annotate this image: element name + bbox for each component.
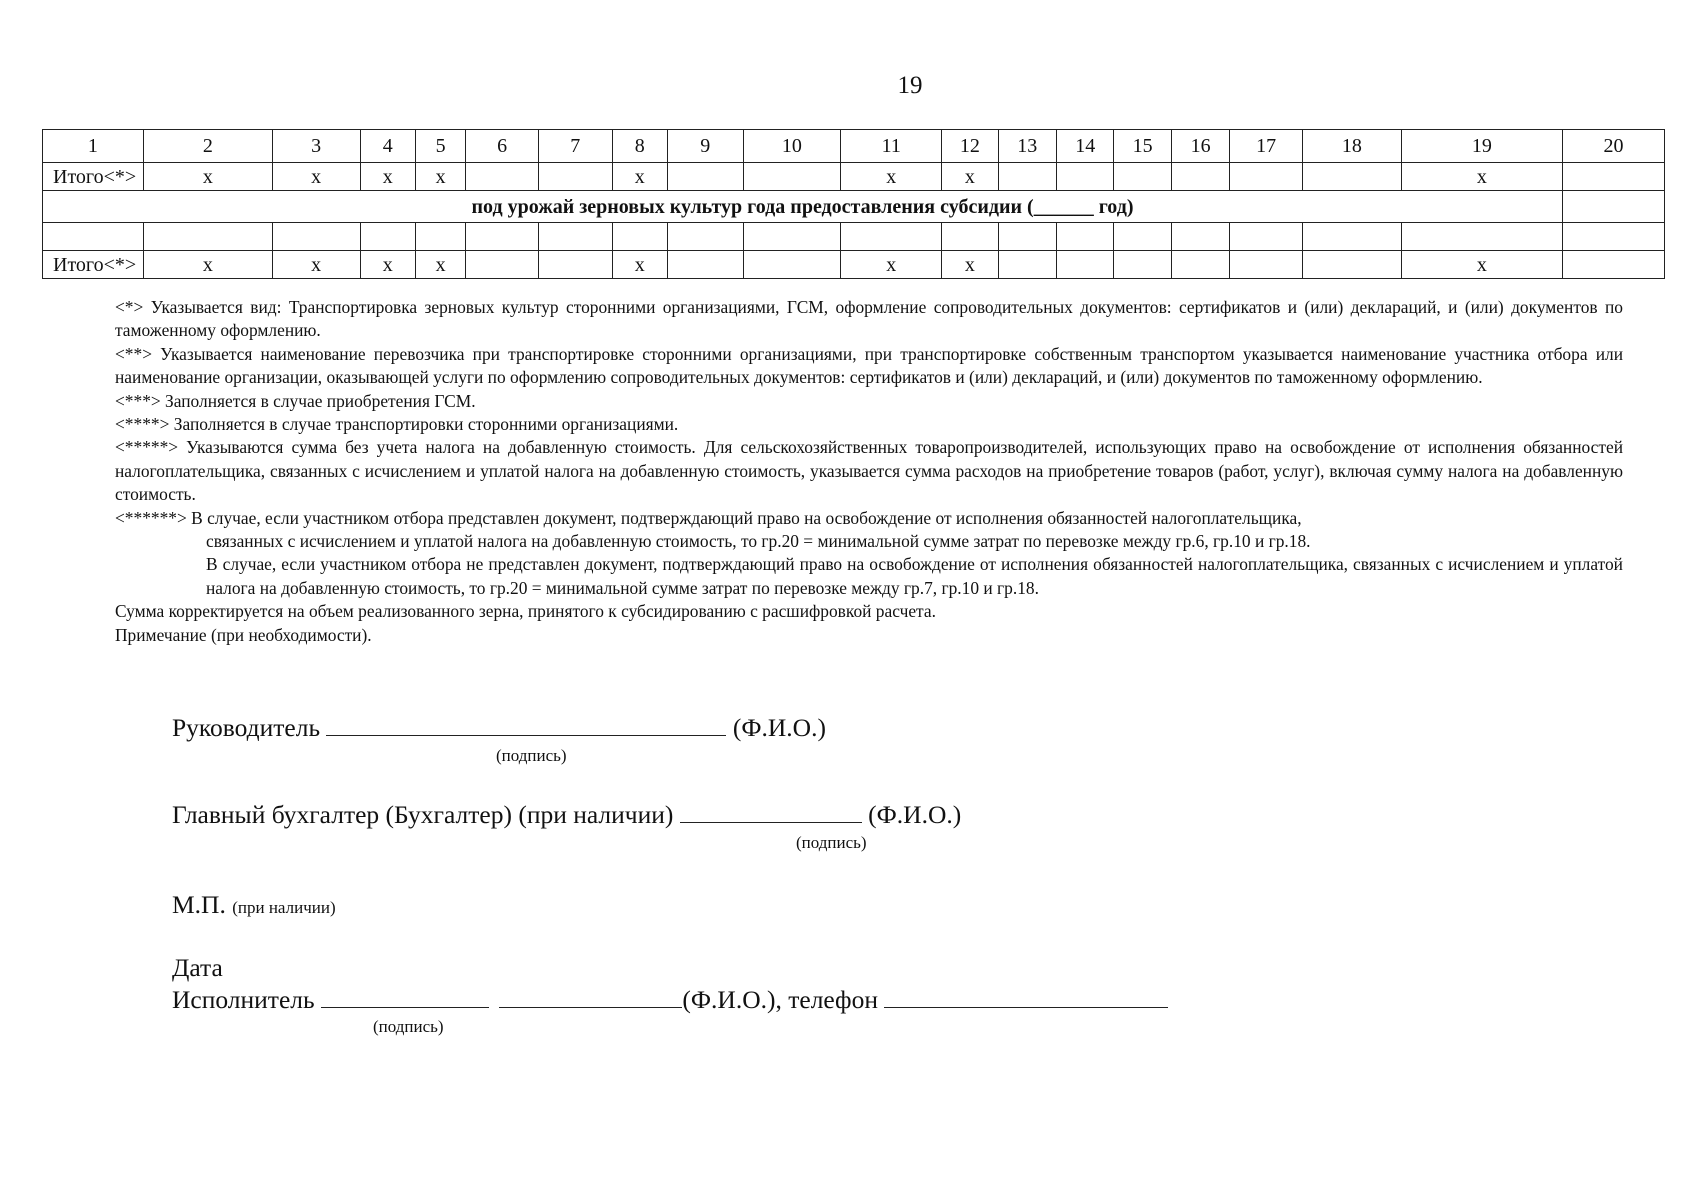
table-header-row-cell-14: 14	[1057, 130, 1114, 163]
table-total-row-2-cell-9	[667, 251, 743, 279]
table-header-row-cell-17: 17	[1230, 130, 1303, 163]
table-total-row-2-cell-12: х	[942, 251, 998, 279]
table-header-row-cell-12: 12	[942, 130, 998, 163]
chief-accountant-fio: (Ф.И.О.)	[868, 800, 962, 829]
footnote-3: <***> Заполняется в случае приобретения ГСМ.	[115, 390, 476, 411]
table-header-row-cell-7: 7	[538, 130, 612, 163]
table-total-row-2-cell-16	[1171, 251, 1229, 279]
table-header-row-cell-13: 13	[998, 130, 1056, 163]
correction-note: Сумма корректируется на объем реализованного зерна, принятого к субсидированию с расшифровкой расчета.	[115, 601, 936, 622]
table-header-row-cell-8: 8	[612, 130, 667, 163]
footnote-6-alt: В случае, если участником отбора не представлен документ, подтверждающий право на освобождение от исполнения обязанностей налогоплательщика, связанных с исчислением и уплатой налога на добавленную стоимость, то гр.20 = минимальной сумме затрат по перевозке между гр.7, гр.10 и гр.18.	[206, 554, 1623, 598]
chief-accountant-signature-hint: (подпись)	[796, 833, 867, 852]
executor-fio-field[interactable]	[499, 985, 682, 1008]
table-total-row-1-cell-7	[538, 163, 612, 191]
table-total-row-1-cell-11: х	[841, 163, 942, 191]
table-empty-row-cell-15	[1114, 223, 1171, 251]
table-empty-row-cell-2	[143, 223, 272, 251]
executor-signature-field[interactable]	[321, 985, 489, 1008]
footnote-6-cont: связанных с исчислением и уплатой налога на добавленную стоимость, то гр.20 = минимальной сумме затрат по перевозке между гр.6, гр.10 и гр.18.	[206, 531, 1311, 552]
table-empty-row-cell-18	[1302, 223, 1401, 251]
head-signature-field[interactable]	[326, 713, 726, 736]
table-total-row-1-cell-5: х	[415, 163, 465, 191]
table-header-row-cell-11: 11	[841, 130, 942, 163]
footnote-4: <****> Заполняется в случае транспортировки сторонними организациями.	[115, 414, 679, 435]
footnotes	[115, 296, 1623, 647]
table-total-row-2-cell-14	[1057, 251, 1114, 279]
table-total-row-2-cell-4: х	[360, 251, 415, 279]
table-total-row-2-cell-1: Итого<*>	[43, 251, 144, 279]
table-empty-row-cell-11	[841, 223, 942, 251]
table-header-row-cell-20: 20	[1563, 130, 1665, 163]
table-total-row-2-cell-3: х	[272, 251, 360, 279]
table-total-row-2-cell-8: х	[612, 251, 667, 279]
table-header-row-cell-2: 2	[143, 130, 272, 163]
stamp-line	[172, 890, 336, 920]
table-empty-row-cell-12	[942, 223, 998, 251]
table-empty-row	[43, 223, 1665, 251]
table-total-row-2-cell-15	[1114, 251, 1171, 279]
table-header-row-cell-3: 3	[272, 130, 360, 163]
table-total-row-2-cell-20	[1563, 251, 1665, 279]
chief-accountant-label: Главный бухгалтер (Бухгалтер) (при наличии)	[172, 800, 674, 829]
table-total-row-1-cell-3: х	[272, 163, 360, 191]
table-total-row-1-cell-9	[667, 163, 743, 191]
table-total-row-1-cell-17	[1230, 163, 1303, 191]
table-header-row-cell-9: 9	[667, 130, 743, 163]
table-total-row-2-cell-13	[998, 251, 1056, 279]
table-header-row-cell-19: 19	[1401, 130, 1562, 163]
table-total-row-1-cell-16	[1171, 163, 1229, 191]
table-empty-row-cell-1	[43, 223, 144, 251]
table-header-row	[43, 130, 1665, 163]
head-signature-line	[172, 713, 826, 743]
table-total-row-1	[43, 163, 1665, 191]
stamp-label: М.П.	[172, 890, 226, 919]
table-header-row-cell-15: 15	[1114, 130, 1171, 163]
table-total-row-1-cell-20	[1563, 163, 1665, 191]
footnote-2: <**> Указывается наименование перевозчика при транспортировке сторонними организациями, при транспортировке собственным транспортом указывается наименование участника отбора или наименование организации, оказывающей услуги по оформлению сопроводительных документов: сертификатов и (или) деклараций, и (или) документов по таможенному оформлению.	[115, 343, 1623, 388]
table-header-row-cell-6: 6	[466, 130, 539, 163]
table-section-row	[43, 191, 1665, 223]
table-total-row-1-cell-14	[1057, 163, 1114, 191]
table-total-row-1-cell-4: х	[360, 163, 415, 191]
table-total-row-1-cell-13	[998, 163, 1056, 191]
table-total-row-2-cell-7	[538, 251, 612, 279]
table-empty-row-cell-16	[1171, 223, 1229, 251]
head-signature-hint: (подпись)	[496, 746, 567, 765]
table-empty-row-cell-5	[415, 223, 465, 251]
table-total-row-2-cell-11: х	[841, 251, 942, 279]
table-total-row-1-cell-15	[1114, 163, 1171, 191]
table-empty-row-cell-19	[1401, 223, 1562, 251]
head-fio: (Ф.И.О.)	[732, 713, 826, 742]
table-empty-row-cell-10	[743, 223, 841, 251]
table-total-row-1-cell-12: х	[942, 163, 998, 191]
table-total-row-1-cell-10	[743, 163, 841, 191]
table-header-row-cell-4: 4	[360, 130, 415, 163]
table-section-title: под урожай зерновых культур года предоставления субсидии (______ год)	[43, 191, 1563, 223]
table-total-row-1-cell-18	[1302, 163, 1401, 191]
table-empty-row-cell-14	[1057, 223, 1114, 251]
table-total-row-2-cell-6	[466, 251, 539, 279]
table-empty-row-cell-7	[538, 223, 612, 251]
table-empty-row-cell-4	[360, 223, 415, 251]
table-total-row-1-cell-1: Итого<*>	[43, 163, 144, 191]
table-header-row-cell-1: 1	[43, 130, 144, 163]
table-total-row-1-cell-19: х	[1401, 163, 1562, 191]
executor-signature-hint: (подпись)	[373, 1017, 444, 1036]
executor-label: Исполнитель	[172, 985, 315, 1014]
date-label: Дата	[172, 953, 223, 982]
page-number: 19	[897, 72, 923, 99]
table-empty-row-cell-20	[1563, 223, 1665, 251]
footnote-6: <******> В случае, если участником отбора представлен документ, подтверждающий право на освобождение от исполнения обязанностей налогоплательщика,	[115, 507, 1302, 528]
table-header-row-cell-10: 10	[743, 130, 841, 163]
head-label: Руководитель	[172, 713, 321, 742]
chief-accountant-signature-field[interactable]	[680, 800, 862, 823]
table-total-row-2-cell-10	[743, 251, 841, 279]
table-total-row-1-cell-2: х	[143, 163, 272, 191]
table-section-cell-20	[1563, 191, 1665, 223]
table-empty-row-cell-8	[612, 223, 667, 251]
table-total-row-2-cell-17	[1230, 251, 1303, 279]
table-total-row-2-cell-18	[1302, 251, 1401, 279]
table-header-row-cell-16: 16	[1171, 130, 1229, 163]
table-header-row-cell-18: 18	[1302, 130, 1401, 163]
table-empty-row-cell-9	[667, 223, 743, 251]
table-empty-row-cell-6	[466, 223, 539, 251]
table-empty-row-cell-13	[998, 223, 1056, 251]
table-total-row-1-cell-8: х	[612, 163, 667, 191]
table-total-row-2-cell-2: х	[143, 251, 272, 279]
table-total-row-2	[43, 251, 1665, 279]
executor-fio-phone-label: (Ф.И.О.), телефон	[682, 985, 878, 1014]
table-empty-row-cell-17	[1230, 223, 1303, 251]
table-empty-row-cell-3	[272, 223, 360, 251]
table-total-row-1-cell-6	[466, 163, 539, 191]
table-total-row-2-cell-19: х	[1401, 251, 1562, 279]
executor-phone-field[interactable]	[884, 985, 1168, 1008]
remark-note: Примечание (при необходимости).	[115, 624, 372, 645]
chief-accountant-signature-line	[172, 800, 961, 830]
table-header-row-cell-5: 5	[415, 130, 465, 163]
footnote-5: <*****> Указываются сумма без учета налога на добавленную стоимость. Для сельскохозяйственных товаропроизводителей, использующих право на освобождение от исполнения обязанностей налогоплательщика, связанных с исчислением и уплатой налога на добавленную стоимость, указывается сумма расходов на приобретение товаров (работ, услуг), включая сумму налога на добавленную стоимость.	[115, 437, 1623, 505]
executor-line	[172, 985, 1168, 1015]
footnote-1: <*> Указывается вид: Транспортировка зерновых культур сторонними организациями, ГСМ, оформление сопроводительных документов: сертификатов и (или) деклараций, и (или) документов по таможенному оформлению.	[115, 297, 1623, 341]
stamp-hint: (при наличии)	[232, 898, 336, 917]
subsidy-table	[42, 129, 1665, 279]
table-total-row-2-cell-5: х	[415, 251, 465, 279]
